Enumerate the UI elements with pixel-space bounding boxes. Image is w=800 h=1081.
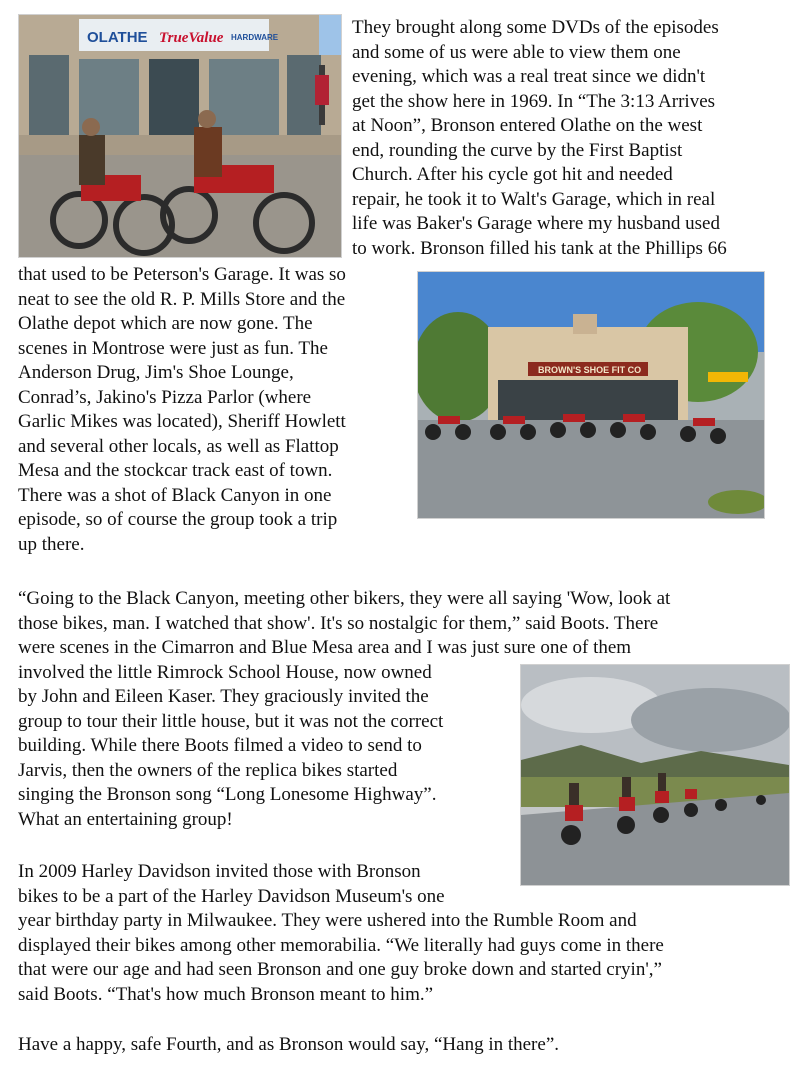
text-line: scenes in Montrose were just as fun. The bbox=[18, 337, 328, 359]
text-line: Have a happy, safe Fourth, and as Bronson would say, “Hang in there”. bbox=[18, 1034, 559, 1055]
text-line: Anderson Drug, Jim's Shoe Lounge, bbox=[18, 362, 294, 383]
text-line: get the show here in 1969. In “The 3:13 Arrives bbox=[352, 90, 716, 112]
text-line: group to tour their little house, but it was not the correct bbox=[18, 710, 444, 732]
text-line: and several other locals, as well as Flattop bbox=[18, 435, 339, 457]
text-line: In 2009 Harley Davidson invited those with Bronson bbox=[18, 861, 421, 882]
text-line: that were our age and had seen Bronson and one guy broke down and started cryin',” bbox=[18, 959, 662, 980]
hardware-sign-label: HARDWARE bbox=[231, 33, 279, 42]
text-line: Mesa and the stockcar track east of town. bbox=[18, 460, 333, 481]
text-line: episode, so of course the group took a trip bbox=[18, 509, 338, 530]
text-line: What an entertaining group! bbox=[18, 808, 233, 830]
photo-olathe-hardware bbox=[18, 14, 342, 258]
text-line: to work. Bronson filled his tank at the Phillips 66 bbox=[352, 237, 727, 259]
text-line: Conrad’s, Jakino's Pizza Parlor (where bbox=[18, 386, 312, 408]
text-line: evening, which was a real treat since we didn't bbox=[352, 66, 706, 87]
text-line: end, rounding the curve by the First Baptist bbox=[352, 139, 683, 161]
photo-montrose-street bbox=[417, 271, 765, 519]
text-line: They brought along some DVDs of the episodes bbox=[352, 17, 719, 38]
text-line: bikes to be a part of the Harley Davidson Museum's one bbox=[18, 885, 445, 907]
text-line: building. While there Boots filmed a video to send to bbox=[18, 735, 422, 756]
browns-store-sign: BROWN'S SHOE FIT CO bbox=[538, 365, 642, 375]
text-line: that used to be Peterson's Garage. It was so bbox=[18, 264, 346, 285]
text-line: singing the Bronson song “Long Lonesome Highway”. bbox=[18, 784, 437, 805]
text-line: Jarvis, then the owners of the replica bikes started bbox=[18, 759, 398, 781]
text-line: repair, he took it to Walt's Garage, which in real bbox=[352, 188, 716, 210]
text-line: year birthday party in Milwaukee. They were ushered into the Rumble Room and bbox=[18, 910, 637, 931]
truevalue-sign-brand: TrueValue bbox=[159, 30, 224, 46]
text-line: were scenes in the Cimarron and Blue Mesa area and I was just sure one of them bbox=[18, 637, 632, 658]
text-line: involved the little Rimrock School House, now owned bbox=[18, 661, 432, 683]
text-line: said Boots. “That's how much Bronson meant to him.” bbox=[18, 983, 434, 1005]
text-line: Church. After his cycle got hit and needed bbox=[352, 164, 673, 185]
text-line: displayed their bikes among other memorabilia. “We literally had guys come in there bbox=[18, 934, 664, 956]
text-line: neat to see the old R. P. Mills Store and the bbox=[18, 288, 346, 310]
text-line: and some of us were able to view them one bbox=[352, 41, 681, 63]
text-line: “Going to the Black Canyon, meeting other bikers, they were all saying 'Wow, look at bbox=[18, 588, 671, 609]
text-line: Garlic Mikes was located), Sheriff Howlett bbox=[18, 411, 346, 432]
text-line: life was Baker's Garage where my husband used bbox=[352, 213, 720, 234]
text-line: There was a shot of Black Canyon in one bbox=[18, 484, 332, 506]
text-line: those bikes, man. I watched that show'. It's so nostalgic for them,” said Boots. There bbox=[18, 612, 659, 634]
text-line: at Noon”, Bronson entered Olathe on the west bbox=[352, 115, 703, 136]
olathe-sign-town: OLATHE bbox=[87, 29, 148, 46]
photo-highway-riders bbox=[520, 664, 790, 886]
text-line: up there. bbox=[18, 533, 85, 555]
text-line: Olathe depot which are now gone. The bbox=[18, 313, 313, 334]
text-line: by John and Eileen Kaser. They graciously invited the bbox=[18, 686, 429, 707]
